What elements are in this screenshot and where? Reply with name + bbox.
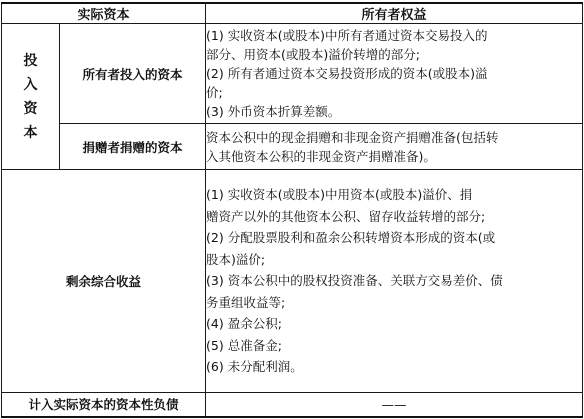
content-line: (5) 总准备金; — [206, 337, 282, 353]
group-char: 本 — [23, 124, 38, 141]
table-header-row — [2, 3, 583, 24]
group-char: 资 — [23, 100, 38, 117]
row-content-owner-invested — [206, 24, 583, 124]
row-content-surplus — [206, 170, 583, 393]
content-line: 价; — [206, 85, 223, 100]
table-row — [2, 393, 583, 417]
row-label-surplus: 剩余综合收益 — [2, 170, 206, 393]
content-line: (3) 资本公积中的股权投资准备、关联方交易差价、债 — [206, 273, 503, 289]
row-label-owner-invested: 所有者投入的资本 — [60, 24, 206, 124]
content-line: (2) 分配股票股利和盈余公积转增资本形成的资本(或 — [206, 230, 496, 246]
content-line: 务重组收益等; — [206, 294, 286, 310]
content-line: 部分、用资本(或股本)溢价转增的部分; — [206, 47, 420, 62]
group-label-invested-capital — [2, 24, 60, 170]
content-line: (1) 实收资本(或股本)中用资本(或股本)溢价、捐 — [206, 187, 473, 203]
row-label-capital-debt: 计入实际资本的资本性负债 — [2, 393, 206, 417]
content-line: 资本公积中的现金捐赠和非现金资产捐赠准备(包括转 — [206, 129, 499, 145]
content-line: (1) 实收资本(或股本)中所有者通过资本交易投入的 — [206, 28, 488, 43]
capital-table — [1, 2, 583, 418]
content-line: (2) 所有者通过资本交易投资形成的资本(或股本)溢 — [206, 66, 488, 81]
table-row — [2, 124, 583, 170]
content-line: (6) 未分配利润。 — [206, 359, 303, 375]
header-actual-capital: 实际资本 — [2, 3, 206, 24]
row-label-donated: 捐赠者捐赠的资本 — [60, 124, 206, 170]
content-line: 股本)溢价; — [206, 251, 266, 267]
content-line: 入其他资本公积的非现金资产捐赠准备)。 — [206, 148, 436, 164]
table-row — [2, 170, 583, 393]
content-line: 赠资产以外的其他资本公积、留存收益转增的部分; — [206, 208, 486, 224]
table-row — [2, 24, 583, 124]
content-line: (4) 盈余公积; — [206, 316, 282, 332]
group-char: 投 — [23, 52, 38, 69]
content-line: (3) 外币资本折算差额。 — [206, 104, 341, 119]
row-content-capital-debt: —— — [206, 393, 583, 417]
header-owners-equity: 所有者权益 — [206, 3, 583, 24]
group-char: 入 — [23, 76, 38, 93]
row-content-donated — [206, 124, 583, 170]
